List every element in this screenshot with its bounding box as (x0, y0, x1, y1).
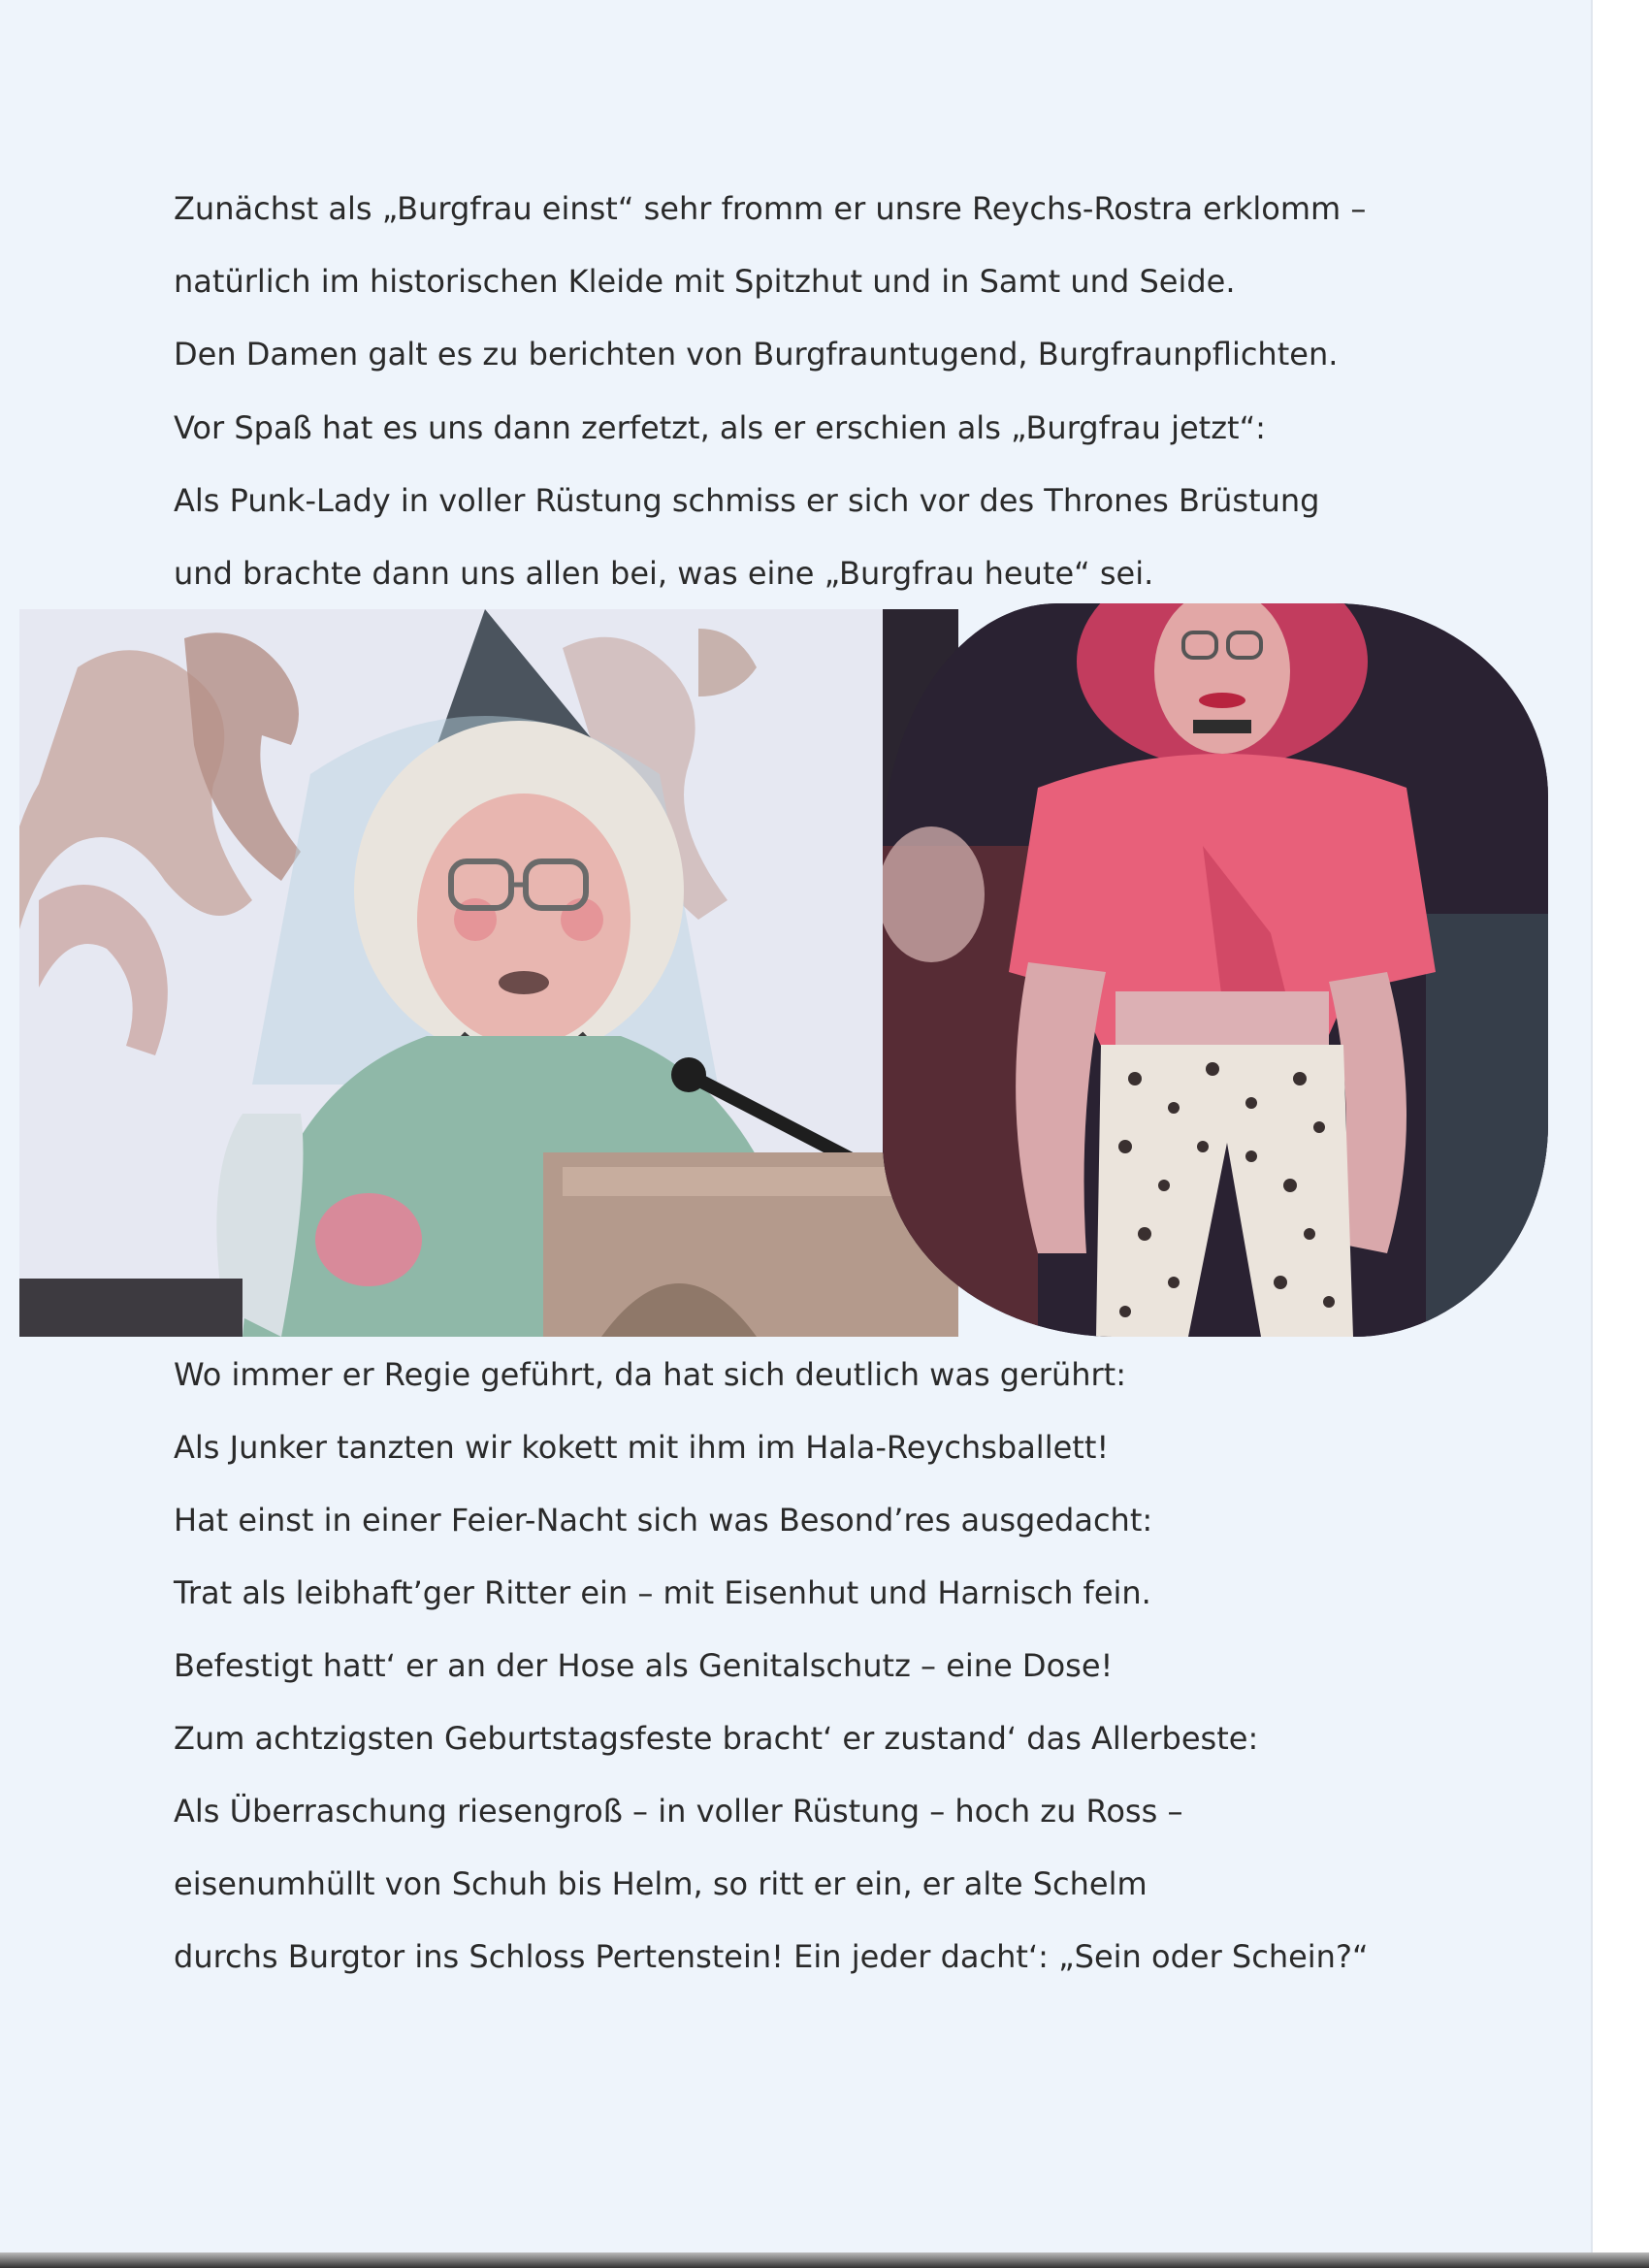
scan-shadow (0, 2252, 1649, 2268)
text-line: eisenumhüllt von Schuh bis Helm, so ritt er ein, er alte Schelm (174, 1865, 1148, 1902)
text-line: Zum achtzigsten Geburtstagsfeste bracht‘ er zustand‘ das Allerbeste: (174, 1720, 1259, 1757)
page-edge (1591, 0, 1593, 2268)
text-line: Befestigt hatt‘ er an der Hose als Genitalschutz – eine Dose! (174, 1647, 1114, 1684)
text-line: Wo immer er Regie geführt, da hat sich deutlich was gerührt: (174, 1356, 1126, 1393)
text-line: Hat einst in einer Feier-Nacht sich was Besond’res ausgedacht: (174, 1502, 1153, 1539)
text-line: Den Damen galt es zu berichten von Burgfrauntugend, Burgfraunpflichten. (174, 336, 1339, 373)
text-line: und brachte dann uns allen bei, was eine „Burgfrau heute“ sei. (174, 555, 1154, 592)
text-line: durchs Burgtor ins Schloss Pertenstein! Ein jeder dacht‘: „Sein oder Schein?“ (174, 1938, 1369, 1975)
text-line: Als Junker tanzten wir kokett mit ihm im Hala-Reychsballett! (174, 1429, 1110, 1466)
text-line: Zunächst als „Burgfrau einst“ sehr fromm er unsre Reychs-Rostra erklomm – (174, 190, 1367, 227)
text-line: Vor Spaß hat es uns dann zerfetzt, als er erschien als „Burgfrau jetzt“: (174, 409, 1266, 446)
photo-burgfrau-einst (19, 609, 958, 1337)
text-line: Als Punk-Lady in voller Rüstung schmiss er sich vor des Thrones Brüstung (174, 482, 1320, 519)
text-line: natürlich im historischen Kleide mit Spitzhut und in Samt und Seide. (174, 263, 1236, 300)
photo-burgfrau-heute (883, 603, 1548, 1337)
text-line: Trat als leibhaft’ger Ritter ein – mit Eisenhut und Harnisch fein. (174, 1574, 1151, 1611)
text-line: Als Überraschung riesengroß – in voller Rüstung – hoch zu Ross – (174, 1793, 1183, 1830)
